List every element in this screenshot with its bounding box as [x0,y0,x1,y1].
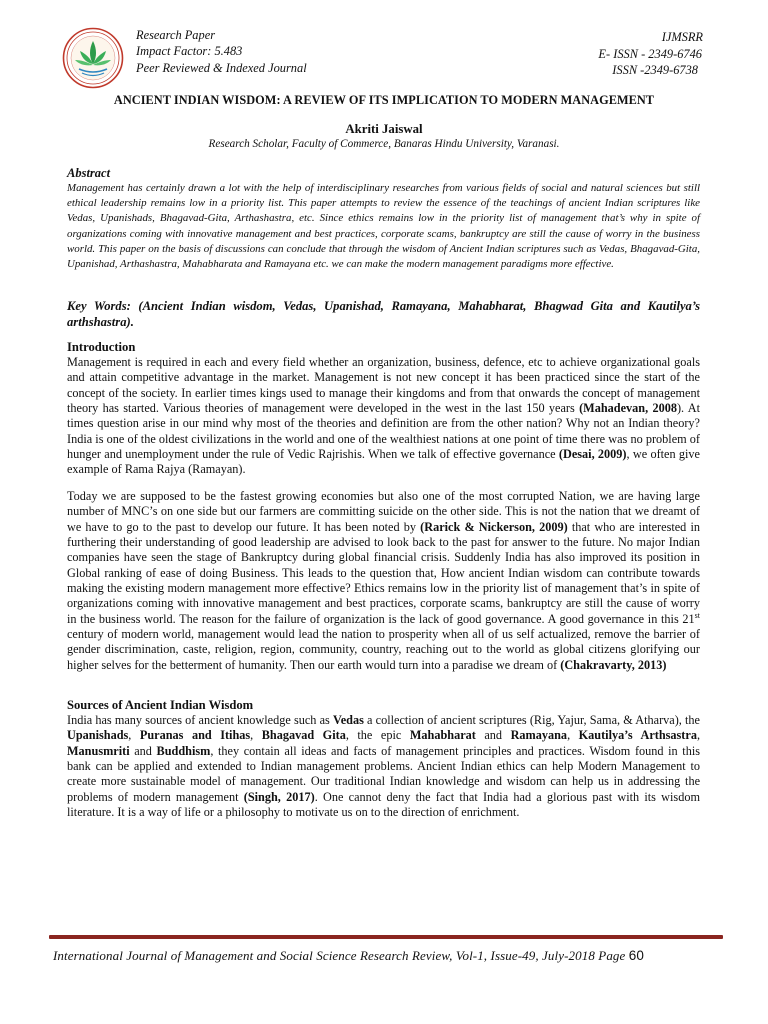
bold-term: Bhagavad Gita [261,728,346,743]
footer-citation: International Journal of Management and Social Science Research Review, Vol-1, Issue-49, July-2018 Page [53,948,629,963]
bold-term: Buddhism [156,743,211,758]
citation: (Desai, 2009) [558,447,627,462]
e-issn: E- ISSN - 2349-6746 [598,46,702,61]
journal-abbreviation: IJMSRR [661,30,703,44]
abstract-body: Management has certainly drawn a lot with the help of interdisciplinary researches from various fields of social and natural sciences but still ethical leadership remains low in a priority list. This paper attempts to review the essence of the teachings of ancient Indian scriptures like Vedas, Upanishads, Bhagavad-Gita, Arthashastra, etc. Since ethics remains low in the priority list of management that’s why in spite of organizations coming with innovative management and best practices, corporate scams, bankruptcy are still the cause of worry in the business world. This paper on the basis of discussions can conclude that through the wisdom of Ancient Indian scriptures such as Vedas, Bhagavad-Gita, Upanishad, Arthashastra, Mahabharata and Ramayana etc. we can make the modern management paradigms more effective. [67,182,700,271]
text-run: , we often give example of Rama Rajya (Ramayan). [67,447,700,477]
bold-term: Manusmriti [67,743,130,758]
header-right-info [598,29,702,79]
keywords: Key Words: (Ancient Indian wisdom, Vedas, Upanishad, Ramayana, Mahabharat, Bhagwad Gita and Kautilya’s arthshastra). [67,299,700,329]
text-run: and [475,728,511,743]
journal-logo-lotus-icon [62,27,124,89]
citation: (Rarick & Nickerson, 2009) [420,519,568,534]
citation: (Singh, 2017) [243,789,315,804]
text-run: a collection of ancient scriptures (Rig, Yajur, Sama, & Atharva), the [363,713,700,727]
bold-term: Ramayana [510,728,568,743]
text-run: , they contain all ideas and facts of management principles and practices. Wisdom found in this bank can be applied and extended to Indian management problems. Ancient Indian ethics can help Modern Management to create more sustainable model of management. Our traditional Indian knowledge and wisdom can help us in addressing the problems of modern management [67,743,700,804]
text-run: ). At times question arise in our mind why most of the theories and definition are from the other nation? Why not an Indian theory? India is one of the oldest civilizations in the world and one of the wealthiest nations at one point of time there was no problem of hunger and unemployment under the rule of Vedic Rajrishis. When we talk of effective governance [67,401,700,462]
print-issn: ISSN -2349-6738 [612,63,698,78]
text-run: , [250,728,262,743]
text-run: that who are interested in furthering their understanding of good leadership are advised to look back to the past for answer to the future. No major Indian companies have seen the stage of Bankruptcy during global financial crisis. Suddenly India has also improved its position in Global ranking of ease of doing Business. This leads to the question that, How ancient Indian wisdom can contribute towards making the existing modern management more effective? Ethics remains low in the priority list of management that’s in spite of organizations coming with innovative management and best practices, corporate scams, bankruptcy are still the cause of worry in the business world. The reason for the failure of organization is the lack of good governance. A good governance in this 21 [67,519,700,626]
text-run: . One cannot deny the fact that India had a glorious past with its wisdom literature. It is a way of life or a philosophy to motivate us on to the direction of enrichment. [67,789,700,820]
introduction-paragraph-2 [67,489,700,673]
text-run: , the epic [345,728,410,743]
page-number: 60 [628,948,644,963]
author-name: Akriti Jaiswal [345,122,423,136]
author-affiliation: Research Scholar, Faculty of Commerce, Banaras Hindu University, Varanasi. [208,138,560,150]
journal-status: Peer Reviewed & Indexed Journal [136,60,307,75]
sources-heading: Sources of Ancient Indian Wisdom [67,698,254,712]
bold-term: Mahabharat [409,728,476,743]
page-header [0,0,768,92]
introduction-heading: Introduction [67,340,136,354]
ordinal-superscript: st [694,610,700,620]
text-run: and [129,743,157,758]
header-left-info [136,27,307,76]
bold-term: Upanishads [67,728,129,743]
citation: (Mahadevan, 2008 [579,401,677,416]
page-footer [53,948,644,964]
text-run: Management is required in each and every field whether an organization, business, defence, etc to achieve organizational goals and attain competitive advantage in the market. Management is not new concept it has been practiced since the start of the concept of the society. In earlier times kings used to manage their kingdoms and from that onwards the concept of management theory has started. Various theories of management were developed in the west in the last 150 years [67,355,700,416]
text-run: , [128,728,140,743]
footer-rule [49,935,723,939]
paper-type: Research Paper [136,28,216,42]
abstract-heading: Abstract [67,166,111,180]
text-run: , [567,728,579,743]
bold-term: Puranas and Itihas [139,728,251,743]
impact-factor: Impact Factor: 5.483 [136,44,243,59]
text-run: century of modern world, management would lead the nation to prosperity when all of us self actualized, remove the barrier of gender discrimination, caste, religion, region, community, country, reaching out to the world as global citizens glorifying our higher selves for the betterment of humanity. Then our earth would turn into a paradise we dream of [67,627,700,672]
bold-term: Kautilya’s Arthsastra [578,728,697,743]
citation: (Chakravarty, 2013) [560,657,667,672]
text-run: , [696,728,701,743]
bold-term: Vedas [332,713,364,727]
text-run: Today we are supposed to be the fastest growing economies but also one of the most corrupted Nation, we are having large number of MNC’s on one side but our farmers are committing suicide on the other side. This is not the nation that we dreamt of we have to go to the past to develop our future. It has been noted by [67,489,700,534]
text-run: India has many sources of ancient knowledge such as [67,713,333,727]
paper-title: ANCIENT INDIAN WISDOM: A REVIEW OF ITS IMPLICATION TO MODERN MANAGEMENT [113,93,655,107]
sources-paragraph [67,713,700,820]
introduction-paragraph-1 [67,355,700,478]
